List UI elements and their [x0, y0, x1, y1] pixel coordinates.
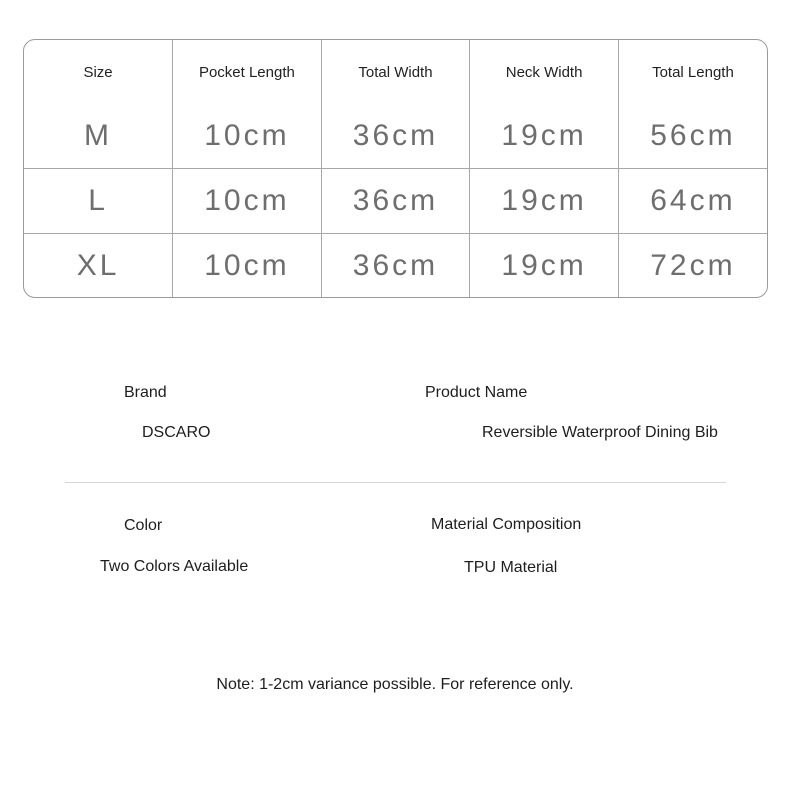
table-row	[24, 234, 767, 299]
cell-pocket-length: 10cm	[173, 169, 322, 234]
cell-size: L	[24, 169, 173, 234]
material-value: TPU Material	[464, 559, 558, 576]
section-divider	[65, 482, 726, 483]
brand-value: DSCARO	[142, 424, 211, 441]
table-row	[24, 104, 767, 169]
table-row	[24, 169, 767, 234]
cell-neck-width: 19cm	[470, 169, 619, 234]
cell-neck-width: 19cm	[470, 234, 619, 299]
table-header-row	[24, 40, 767, 104]
color-label: Color	[124, 517, 163, 534]
cell-pocket-length: 10cm	[173, 104, 322, 169]
size-table-grid	[24, 40, 767, 298]
header-size: Size	[24, 40, 173, 104]
header-total-length: Total Length	[652, 63, 734, 81]
cell-total-length: 72cm	[650, 249, 736, 282]
brand-label: Brand	[124, 384, 167, 401]
material-label: Material Composition	[431, 516, 582, 533]
cell-size: XL	[24, 234, 173, 299]
size-table	[23, 39, 768, 298]
cell-neck-width: 19cm	[470, 104, 619, 169]
cell-total-length: 64cm	[618, 169, 767, 234]
header-neck-width: Neck Width	[470, 40, 619, 104]
color-value: Two Colors Available	[100, 558, 249, 575]
cell-total-width: 36cm	[321, 104, 470, 169]
cell-total-length: 56cm	[618, 104, 767, 169]
header-total-width: Total Width	[321, 40, 470, 104]
header-pocket-length: Pocket Length	[173, 40, 322, 104]
cell-size: M	[24, 104, 173, 169]
cell-total-width: 36cm	[321, 234, 470, 299]
note-text: Note: 1-2cm variance possible. For reference only.	[216, 676, 574, 693]
product-name-label: Product Name	[425, 384, 528, 401]
cell-pocket-length: 10cm	[173, 234, 322, 299]
product-name-value: Reversible Waterproof Dining Bib	[482, 424, 718, 441]
cell-total-width: 36cm	[321, 169, 470, 234]
